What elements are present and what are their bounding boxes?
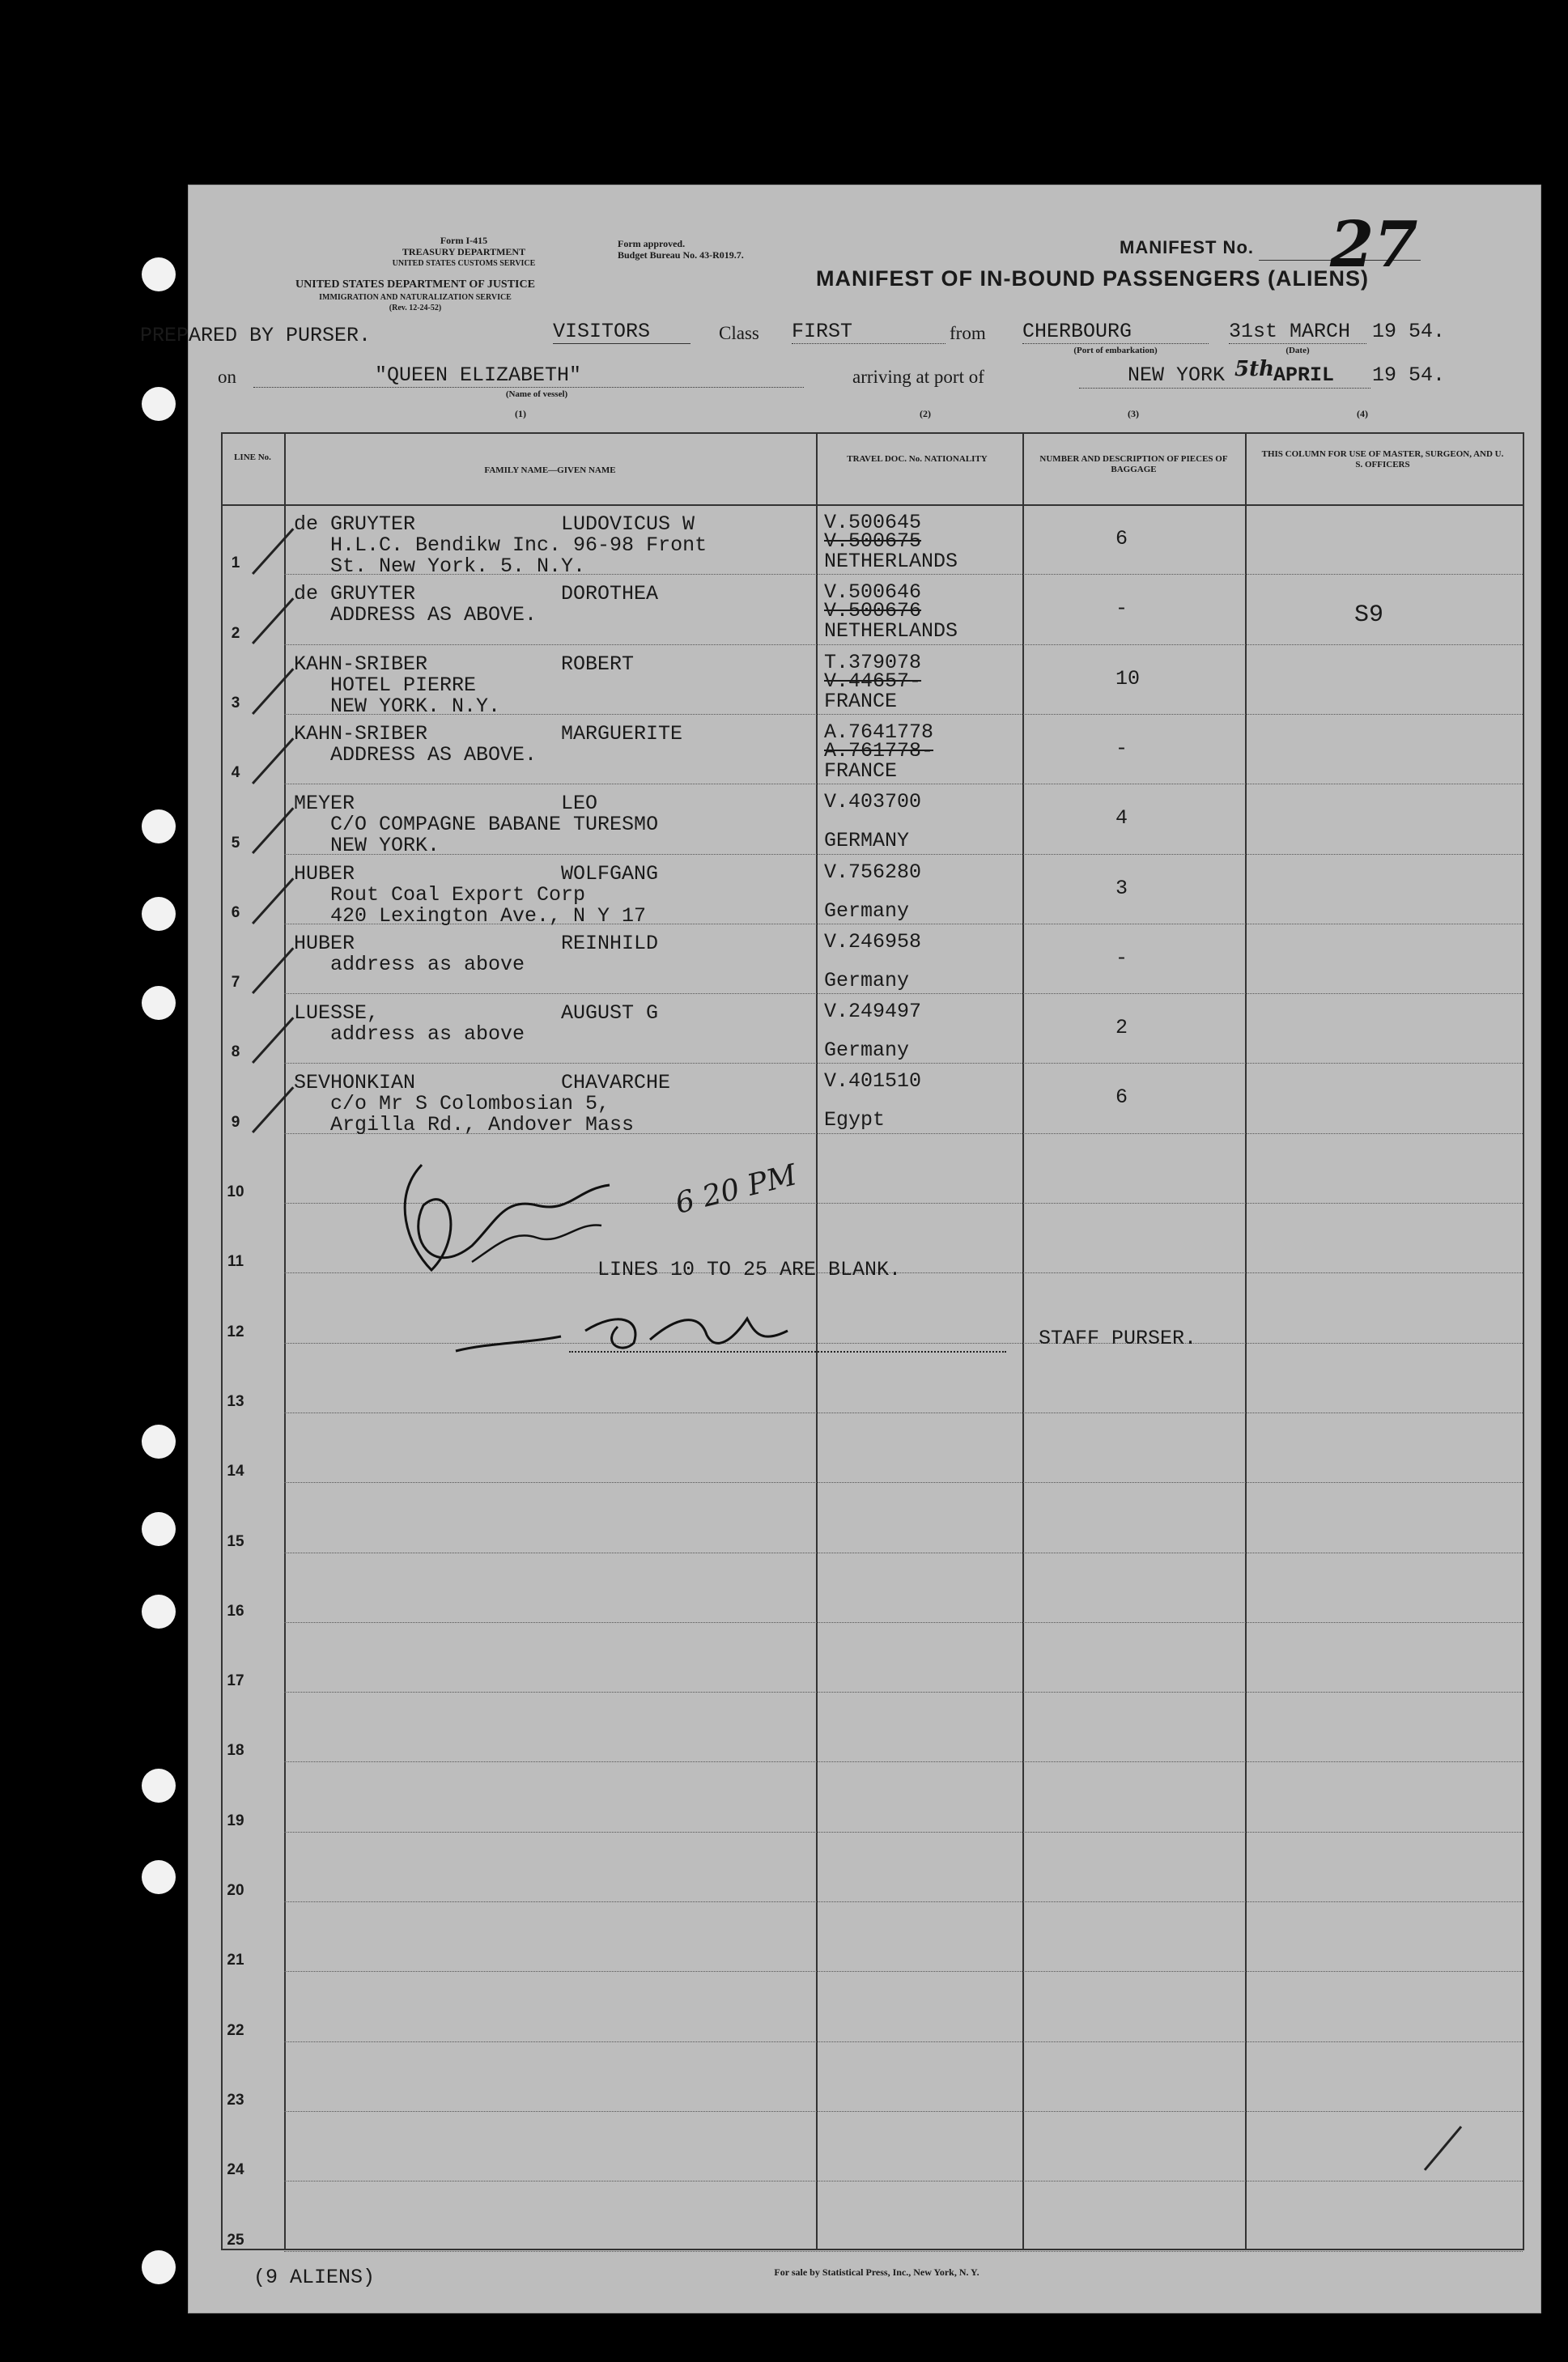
address-line-1: address as above [330, 952, 525, 976]
port-embark-caption: (Port of embarkation) [1073, 346, 1158, 355]
row-rule [284, 2041, 1523, 2042]
address-line-1: address as above [330, 1022, 525, 1047]
col-divider [284, 432, 286, 2250]
baggage-count: - [1115, 736, 1128, 760]
port-of-embarkation: CHERBOURG [1022, 320, 1209, 344]
family-name: LUESSE, [294, 1001, 380, 1026]
printer-credit: For sale by Statistical Press, Inc., New York, N. Y. [774, 2266, 979, 2278]
manifest-title: MANIFEST OF IN-BOUND PASSENGERS (ALIENS) [816, 266, 1370, 291]
travel-doc-number: V.401510 [824, 1069, 922, 1094]
address-line-2: NEW YORK. [330, 834, 440, 858]
travel-doc-number: T.379078 [824, 650, 922, 674]
col-num-1: (1) [515, 408, 526, 419]
binder-hole [142, 986, 176, 1020]
row-rule [284, 1063, 1523, 1064]
class-value: FIRST [792, 320, 945, 344]
vessel-caption: (Name of vessel) [505, 389, 568, 399]
travel-doc-number-struck: V.500675 [824, 529, 922, 553]
address-line-1: HOTEL PIERRE [330, 673, 477, 697]
blank-lines-note: LINES 10 TO 25 ARE BLANK. [597, 1258, 902, 1281]
travel-doc-number-struck: V.500676 [824, 599, 922, 623]
nationality: FRANCE [824, 758, 898, 783]
given-name: LUDOVICUS W [561, 512, 695, 536]
given-name: AUGUST G [561, 1001, 659, 1026]
baggage-count: - [1115, 597, 1128, 621]
port-of-arrival: NEW YORK [1128, 363, 1226, 387]
officer-note: S9 [1354, 601, 1384, 630]
travel-doc-number: V.246958 [824, 929, 922, 954]
baggage-count: 6 [1115, 527, 1128, 550]
col-header-baggage: NUMBER AND DESCRIPTION OF PIECES OF BAGGAGE [1039, 454, 1228, 474]
line-number: 10 [227, 1183, 244, 1200]
staff-purser: STAFF PURSER. [1039, 1327, 1197, 1350]
given-name: REINHILD [561, 931, 659, 955]
travel-doc-number-struck: V.44657- [824, 669, 922, 693]
travel-doc-number: V.403700 [824, 790, 922, 814]
binder-hole [142, 1860, 176, 1894]
line-number: 19 [227, 1812, 244, 1829]
row-rule [284, 1761, 1523, 1762]
date-caption: (Date) [1285, 346, 1310, 355]
row-rule [284, 1832, 1523, 1833]
binder-hole [142, 387, 176, 421]
manifest-sheet [140, 185, 1541, 2313]
row-rule [284, 993, 1523, 994]
family-name: de GRUYTER [294, 512, 416, 536]
arrival-underline [1079, 388, 1370, 389]
treasury-label: TREASURY DEPARTMENT [402, 246, 526, 257]
baggage-count: 2 [1115, 1016, 1128, 1040]
from-label: from [950, 323, 986, 343]
address-line-2: 420 Lexington Ave., N Y 17 [330, 903, 647, 928]
nationality: FRANCE [824, 689, 898, 713]
on-label: on [218, 367, 236, 387]
given-name: MARGUERITE [561, 721, 683, 746]
family-name: de GRUYTER [294, 582, 416, 606]
binder-hole [142, 897, 176, 931]
row-rule [284, 1692, 1523, 1693]
address-line-1: H.L.C. Bendikw Inc. 96-98 Front [330, 533, 708, 557]
nationality: Germany [824, 898, 910, 923]
manifest-number: 27 [1330, 208, 1418, 282]
nationality: Germany [824, 968, 910, 992]
class-label: Class [719, 323, 759, 343]
travel-doc-number: V.500645 [824, 511, 922, 534]
address-line-1: ADDRESS AS ABOVE. [330, 603, 538, 627]
alien-count: (9 ALIENS) [253, 2266, 376, 2289]
line-number: 24 [227, 2161, 244, 2179]
year-arrival: 19 54. [1372, 363, 1446, 387]
baggage-count: 4 [1115, 806, 1128, 831]
nationality: NETHERLANDS [824, 550, 958, 573]
justice-label: UNITED STATES DEPARTMENT OF JUSTICE [295, 278, 535, 291]
row-rule [284, 1901, 1523, 1902]
line-number: 17 [227, 1672, 244, 1690]
nationality: Germany [824, 1039, 910, 1063]
line-number: 1 [231, 554, 240, 572]
handwritten-time: 6 20 PM [672, 1158, 801, 1221]
family-name: KAHN-SRIBER [294, 652, 428, 676]
col-header-line: LINE No. [234, 452, 271, 462]
line-number: 21 [227, 1952, 244, 1969]
official-signature [375, 1149, 1039, 1391]
line-number: 8 [231, 1043, 240, 1061]
given-name: CHAVARCHE [561, 1071, 671, 1095]
family-name: MEYER [294, 792, 355, 816]
nationality: Egypt [824, 1108, 886, 1132]
arriving-label: arriving at port of [852, 367, 984, 387]
travel-doc-number: V.756280 [824, 860, 922, 884]
binder-hole [142, 1512, 176, 1546]
binder-hole [142, 257, 176, 291]
arrival-day: 5th [1234, 357, 1275, 381]
line-number: 15 [227, 1532, 244, 1550]
nationality: NETHERLANDS [824, 619, 958, 644]
line-number: 16 [227, 1602, 244, 1620]
arrival-month: APRIL [1273, 363, 1335, 387]
address-line-2: Argilla Rd., Andover Mass [330, 1113, 635, 1137]
line-number: 11 [227, 1253, 244, 1271]
family-name: SEVHONKIAN [294, 1071, 416, 1095]
line-number: 6 [231, 903, 240, 921]
customs-label: UNITED STATES CUSTOMS SERVICE [392, 259, 536, 268]
row-rule [284, 854, 1523, 855]
header-row-rule [221, 504, 1524, 506]
binder-hole [142, 2250, 176, 2284]
line-number: 4 [231, 764, 240, 782]
line-number: 12 [227, 1323, 244, 1340]
binder-hole [142, 1425, 176, 1459]
prepared-by: PREPARED BY PURSER. [140, 324, 372, 347]
address-line-2: NEW YORK. N.Y. [330, 694, 501, 718]
line-number: 2 [231, 624, 240, 642]
line-number: 23 [227, 2091, 244, 2109]
baggage-count: - [1115, 945, 1128, 970]
col-num-4: (4) [1357, 408, 1368, 419]
address-line-2: St. New York. 5. N.Y. [330, 554, 586, 578]
address-line-1: Rout Coal Export Corp [330, 882, 586, 907]
binder-hole [142, 1595, 176, 1629]
embarkation-date: 31st MARCH [1229, 320, 1366, 344]
nationality: GERMANY [824, 829, 910, 853]
row-rule [284, 2251, 1523, 2252]
budget-bureau: Budget Bureau No. 43-R019.7. [618, 249, 744, 261]
col-num-3: (3) [1128, 408, 1139, 419]
vessel-name: "QUEEN ELIZABETH" [253, 363, 804, 388]
form-number: Form I-415 [440, 235, 488, 246]
line-number: 9 [231, 1113, 240, 1131]
binder-hole [142, 1769, 176, 1803]
given-name: DOROTHEA [561, 582, 659, 606]
address-line-1: ADDRESS AS ABOVE. [330, 742, 538, 767]
manifest-no-label: MANIFEST No. [1120, 237, 1254, 257]
row-rule [284, 1622, 1523, 1623]
row-rule [284, 2111, 1523, 2112]
col-num-2: (2) [920, 408, 931, 419]
col-divider [1245, 432, 1247, 2250]
row-rule [284, 1971, 1523, 1972]
family-name: HUBER [294, 931, 355, 955]
address-line-1: c/o Mr S Colombosian 5, [330, 1092, 610, 1116]
line-number: 14 [227, 1463, 244, 1480]
address-line-1: C/O COMPAGNE BABANE TURESMO [330, 813, 659, 837]
line-number: 18 [227, 1742, 244, 1760]
visitors-label: VISITORS [553, 320, 691, 344]
baggage-count: 10 [1115, 666, 1141, 690]
baggage-count: 3 [1115, 876, 1128, 900]
line-number: 13 [227, 1392, 244, 1410]
given-name: LEO [561, 792, 598, 816]
line-number: 7 [231, 974, 240, 992]
col-header-name: FAMILY NAME—GIVEN NAME [484, 465, 616, 475]
row-rule [284, 1482, 1523, 1483]
baggage-count: 6 [1115, 1085, 1128, 1110]
line-number: 3 [231, 694, 240, 712]
family-name: HUBER [294, 861, 355, 886]
line-number: 22 [227, 2021, 244, 2039]
col-header-doc: TRAVEL DOC. No. NATIONALITY [847, 454, 988, 464]
travel-doc-number: A.7641778 [824, 720, 934, 744]
given-name: ROBERT [561, 652, 635, 676]
ins-label: IMMIGRATION AND NATURALIZATION SERVICE [319, 293, 512, 302]
form-approved: Form approved. [618, 238, 686, 249]
binder-hole [142, 809, 176, 843]
travel-doc-number: V.500646 [824, 580, 922, 605]
given-name: WOLFGANG [561, 861, 659, 886]
col-header-officers: THIS COLUMN FOR USE OF MASTER, SURGEON, AND U. S. OFFICERS [1261, 449, 1504, 469]
row-rule [284, 644, 1523, 645]
line-number: 20 [227, 1882, 244, 1899]
rev-label: (Rev. 12-24-52) [389, 304, 442, 312]
line-number: 25 [227, 2231, 244, 2249]
family-name: KAHN-SRIBER [294, 721, 428, 746]
year-embark: 19 54. [1372, 320, 1446, 343]
travel-doc-number-struck: A.761778- [824, 738, 934, 763]
line-number: 5 [231, 834, 240, 852]
travel-doc-number: V.249497 [824, 1000, 922, 1024]
